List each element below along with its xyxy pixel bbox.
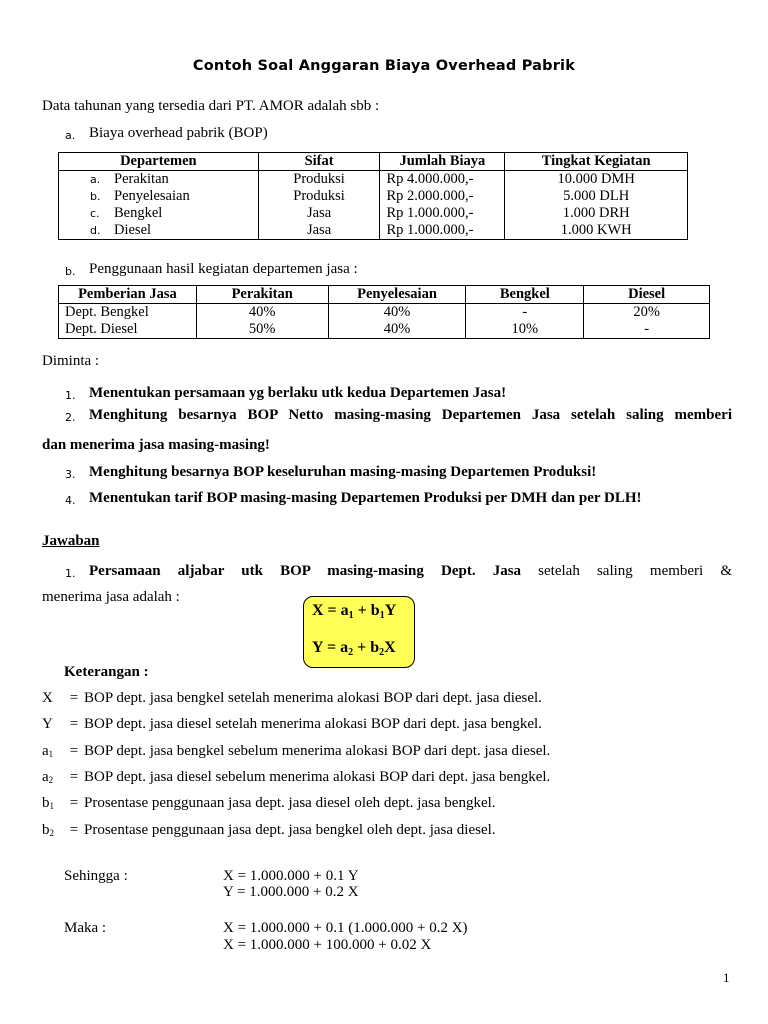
diminta-label: Diminta : [42,353,100,369]
table-cell: Dept. Diesel [65,321,138,337]
table-cell: 40% [328,321,466,339]
definition: BOP dept. jasa diesel sebelum menerima alokasi BOP dari dept. jasa bengkel. [84,769,551,785]
diminta-item-continuation: dan menerima jasa masing-masing! [42,437,270,453]
table-cell: 40% [196,304,328,322]
table-cell: 10% [466,321,584,339]
service-usage-table [58,285,710,339]
jawaban-bold-part: Persamaan aljabar utk BOP masing-masing Dept. Jasa [89,563,522,579]
sifat-cell: Produksi [258,188,380,205]
symbol: $b_1$ [42,795,54,811]
kegiatan-cell: 1.000 DRH [505,205,688,222]
table-cell: Dept. Bengkel [65,304,149,320]
maka-line: X = 1.000.000 + 0.1 (1.000.000 + 0.2 X) [223,920,468,936]
jawaban-rest-part: setelah saling memberi & [521,563,732,579]
table-header-cell: Bengkel [466,286,584,304]
maka-label: Maka : [64,920,107,936]
symbol: $a_2$ [42,769,54,785]
keterangan-item: $a_1$ = BOP dept. jasa bengkel sebelum menerima alokasi BOP dari dept. jasa diesel. [42,743,551,759]
equation-1: $X = a_1 + b_1Y$ [312,602,397,621]
diminta-item: Menentukan persamaan yg berlaku utk kedua Departemen Jasa! [89,385,507,401]
table-cell: - [584,321,710,339]
jawaban-heading: Jawaban [42,533,100,549]
service-table-header [59,286,710,304]
table-cell: 20% [584,304,710,322]
table-row [59,321,710,339]
bop-table [58,152,688,240]
kegiatan-cell: 5.000 DLH [505,188,688,205]
table-row [59,222,688,240]
table-cell: - [466,304,584,322]
table-cell: 40% [328,304,466,322]
definition: BOP dept. jasa diesel setelah menerima alokasi BOP dari dept. jasa bengkel. [84,716,542,732]
diminta-marker: 3. [65,468,76,481]
diminta-item: Menghitung besarnya BOP Netto masing-masing Departemen Jasa setelah saling memberi [89,407,732,423]
row-marker: c. [90,207,100,220]
definition: BOP dept. jasa bengkel sebelum menerima alokasi BOP dari dept. jasa diesel. [84,743,551,759]
maka-line: X = 1.000.000 + 100.000 + 0.02 X [223,937,432,953]
sehingga-line: X = 1.000.000 + 0.1 Y [223,868,359,884]
table-header-cell: Diesel [584,286,710,304]
equation-2: $Y = a_2 + b_2X$ [312,639,396,658]
dept-name: Diesel [114,222,152,238]
definition: Prosentase penggunaan jasa dept. jasa diesel oleh dept. jasa bengkel. [84,795,496,811]
dept-cell [59,222,259,240]
keterangan-item: Y = BOP dept. jasa diesel setelah menerima alokasi BOP dari dept. jasa bengkel. [42,716,542,732]
table-row [59,304,710,322]
table-header-cell: Penyelesaian [328,286,466,304]
keterangan-item: $b_1$ = Prosentase penggunaan jasa dept. jasa diesel oleh dept. jasa bengkel. [42,795,496,811]
symbol: X [42,690,53,706]
table-row [59,188,688,205]
table-row [59,171,688,189]
biaya-cell: Rp 1.000.000,- [380,205,505,222]
diminta-marker: 2. [65,411,76,424]
table-header-cell: Perakitan [196,286,328,304]
kegiatan-cell: 10.000 DMH [505,171,688,189]
dept-name: Bengkel [114,205,163,221]
table-header-cell: Pemberian Jasa [59,286,197,304]
biaya-cell: Rp 1.000.000,- [380,222,505,240]
kegiatan-cell: 1.000 KWH [505,222,688,240]
table-header-cell: Sifat [258,153,380,171]
definition: BOP dept. jasa bengkel setelah menerima alokasi BOP dari dept. jasa diesel. [84,690,542,706]
keterangan-item: X = BOP dept. jasa bengkel setelah menerima alokasi BOP dari dept. jasa diesel. [42,690,542,706]
keterangan-item: $b_2$ = Prosentase penggunaan jasa dept. jasa bengkel oleh dept. jasa diesel. [42,822,496,838]
row-marker: a. [90,173,101,186]
equation-box [303,596,415,668]
page-number: 1 [723,970,730,985]
sifat-cell: Produksi [258,171,380,189]
diminta-marker: 1. [65,389,76,402]
row-marker: d. [90,224,101,237]
jawaban-marker: 1. [65,567,76,580]
definition: Prosentase penggunaan jasa dept. jasa bengkel oleh dept. jasa diesel. [84,822,496,838]
row-marker: b. [90,190,101,203]
section-b-marker: b. [65,265,76,278]
jawaban-statement [89,563,732,580]
dept-cell [59,188,259,205]
dept-cell [59,171,259,189]
sehingga-label: Sehingga : [64,868,128,884]
biaya-cell: Rp 4.000.000,- [380,171,505,189]
section-b-label: Penggunaan hasil kegiatan departemen jasa : [89,261,358,277]
section-a-label: Biaya overhead pabrik (BOP) [89,125,268,141]
table-cell: 50% [196,321,328,339]
symbol: Y [42,716,53,732]
table-header-cell: Departemen [59,153,259,171]
sifat-cell: Jasa [258,222,380,240]
symbol: $a_1$ [42,743,54,759]
diminta-item: Menentukan tarif BOP masing-masing Departemen Produksi per DMH dan per DLH! [89,490,642,506]
page-title: Contoh Soal Anggaran Biaya Overhead Pabrik [192,58,576,74]
keterangan-heading: Keterangan : [64,664,149,680]
biaya-cell: Rp 2.000.000,- [380,188,505,205]
table-header-cell: Jumlah Biaya [380,153,505,171]
keterangan-item: $a_2$ = BOP dept. jasa diesel sebelum menerima alokasi BOP dari dept. jasa bengkel. [42,769,551,785]
dept-name: Penyelesaian [114,188,190,204]
bop-table-header [59,153,688,171]
dept-name: Perakitan [114,171,169,187]
sifat-cell: Jasa [258,205,380,222]
diminta-item: Menghitung besarnya BOP keseluruhan masing-masing Departemen Produksi! [89,464,597,480]
intro-text: Data tahunan yang tersedia dari PT. AMOR adalah sbb : [42,98,380,114]
diminta-marker: 4. [65,494,76,507]
symbol: $b_2$ [42,822,54,838]
table-row [59,205,688,222]
jawaban-line2: menerima jasa adalah : [42,589,180,605]
section-a-marker: a. [65,129,76,142]
sehingga-line: Y = 1.000.000 + 0.2 X [223,884,359,900]
table-header-cell: Tingkat Kegiatan [505,153,688,171]
dept-cell [59,205,259,222]
